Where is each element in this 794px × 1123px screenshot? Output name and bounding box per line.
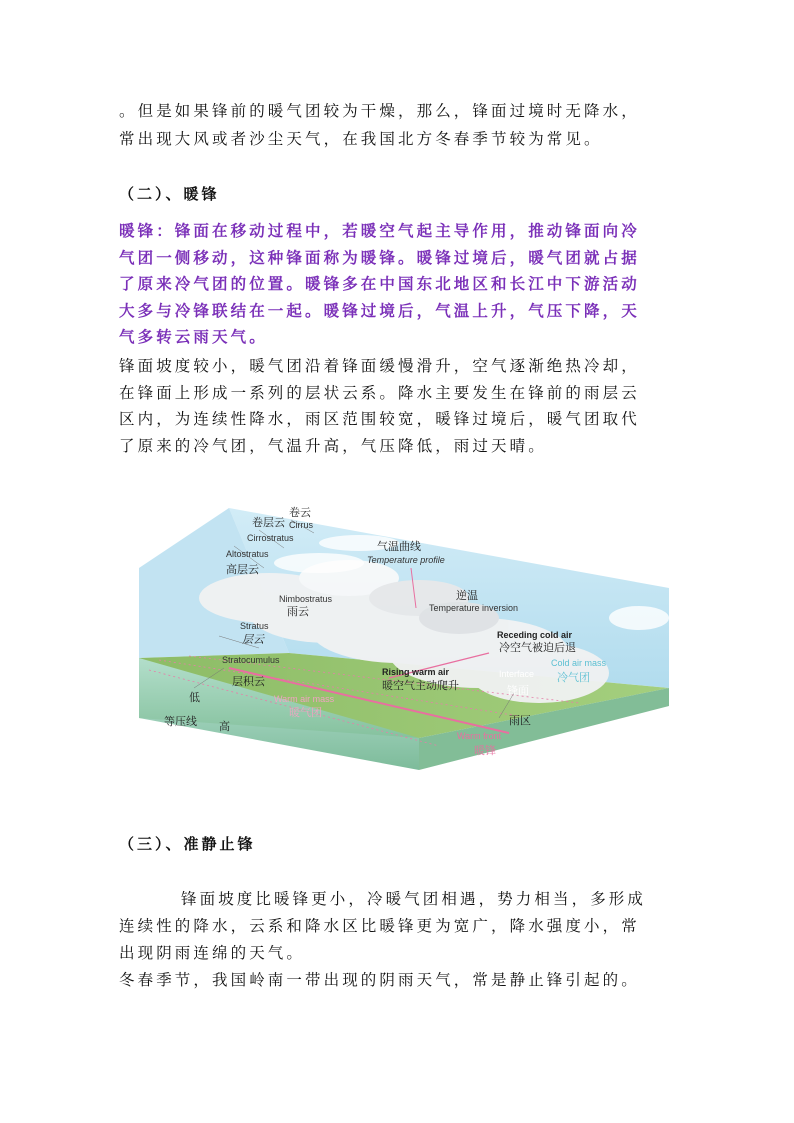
warm-mass-cn-label: 暖气团 [289,706,322,719]
stratocumulus-cn-label: 层积云 [232,675,265,688]
stationary-front-description [119,886,675,994]
high-pressure-label: 高 [219,720,230,733]
text-line: 锋面坡度较小，暖气团沿着锋面缓慢滑升，空气逐渐绝热冷却， [119,357,640,375]
altostratus-en-label: Altostratus [226,549,269,559]
cirrostratus-cn-label: 卷层云 [252,516,285,529]
receding-cn-label: 冷空气被迫后退 [499,641,576,654]
rising-en-label: Rising warm air [382,667,450,677]
text-line: 区内，为连续性降水，雨区范围较宽，暖锋过境后，暖气团取代 [119,410,640,428]
rising-cn-label: 暖空气主动爬升 [382,679,459,692]
warm-front-description [119,353,675,459]
low-pressure-label: 低 [189,691,200,704]
nimbostratus-cn-label: 雨云 [287,605,309,618]
stationary-front-heading: （三）、准静止锋 [119,835,256,853]
warm-front-definition [119,218,675,351]
stratocumulus-en-label: Stratocumulus [222,655,280,665]
isobar-label: 等压线 [164,715,197,728]
warm-front-cn-label: 暖锋 [474,744,496,757]
stratus-cn-label: 层云 [242,633,264,646]
inversion-en-label: Temperature inversion [429,603,519,613]
text-line: 在锋面上形成一系列的层状云系。降水主要发生在锋前的雨层云 [119,383,640,402]
altostratus-cn-label: 高层云 [226,563,259,576]
text-line: 大多与冷锋联结在一起。暖锋过境后，气温上升，气压下降，天 [119,301,640,320]
text-line: 出现阴雨连绵的天气。 [119,944,306,962]
cold-front-tail-paragraph [119,97,675,153]
temperature-profile-cn-label: 气温曲线 [377,540,421,553]
text-line: 了原来冷气团的位置。暖锋多在中国东北地区和长江中下游活动 [119,275,640,293]
text-line: 锋面坡度比暖锋更小，冷暖气团相遇，势力相当，多形成 [181,890,647,908]
rain-area-label: 雨区 [509,714,531,727]
text-line: 冬春季节，我国岭南一带出现的阴雨天气，常是静止锋引起的。 [119,971,640,989]
stratus-en-label: Stratus [240,621,269,631]
cold-mass-cn-label: 冷气团 [557,671,590,684]
warm-mass-en-label: Warm air mass [274,694,335,704]
cold-mass-en-label: Cold air mass [551,658,607,668]
text-line: 常出现大风或者沙尘天气，在我国北方冬春季节较为常见。 [119,130,603,148]
cirrus-cn-label: 卷云 [289,506,311,519]
interface-cn-label: 锋面 [507,684,529,697]
temperature-profile-en-label: Temperature profile [367,555,445,565]
warm-front-heading: （二）、暖锋 [119,185,220,203]
receding-en-label: Receding cold air [497,630,573,640]
text-line: 暖锋：锋面在移动过程中，若暖空气起主导作用，推动锋面向冷 [119,222,640,240]
text-line: 气多转云雨天气。 [119,328,268,346]
cirrus-en-label: Cirrus [289,520,313,530]
inversion-cn-label: 逆温 [456,589,478,602]
nimbostratus-en-label: Nimbostratus [279,594,333,604]
warm-front-en-label: Warm front [457,731,502,741]
text-line: 气团一侧移动，这种锋面称为暖锋。暖锋过境后，暖气团就占据 [119,248,640,267]
text-line: 。但是如果锋前的暖气团较为干燥，那么，锋面过境时无降水， [119,102,640,120]
warm-front-diagram-svg [119,488,675,788]
cirrostratus-en-label: Cirrostratus [247,533,294,543]
text-line: 了原来的冷气团，气温升高，气压降低，雨过天晴。 [119,436,547,455]
interface-en-label: Interface [499,669,535,679]
text-line: 连续性的降水，云系和降水区比暖锋更为宽广，降水强度小，常 [119,917,640,935]
warm-front-diagram [119,488,675,788]
